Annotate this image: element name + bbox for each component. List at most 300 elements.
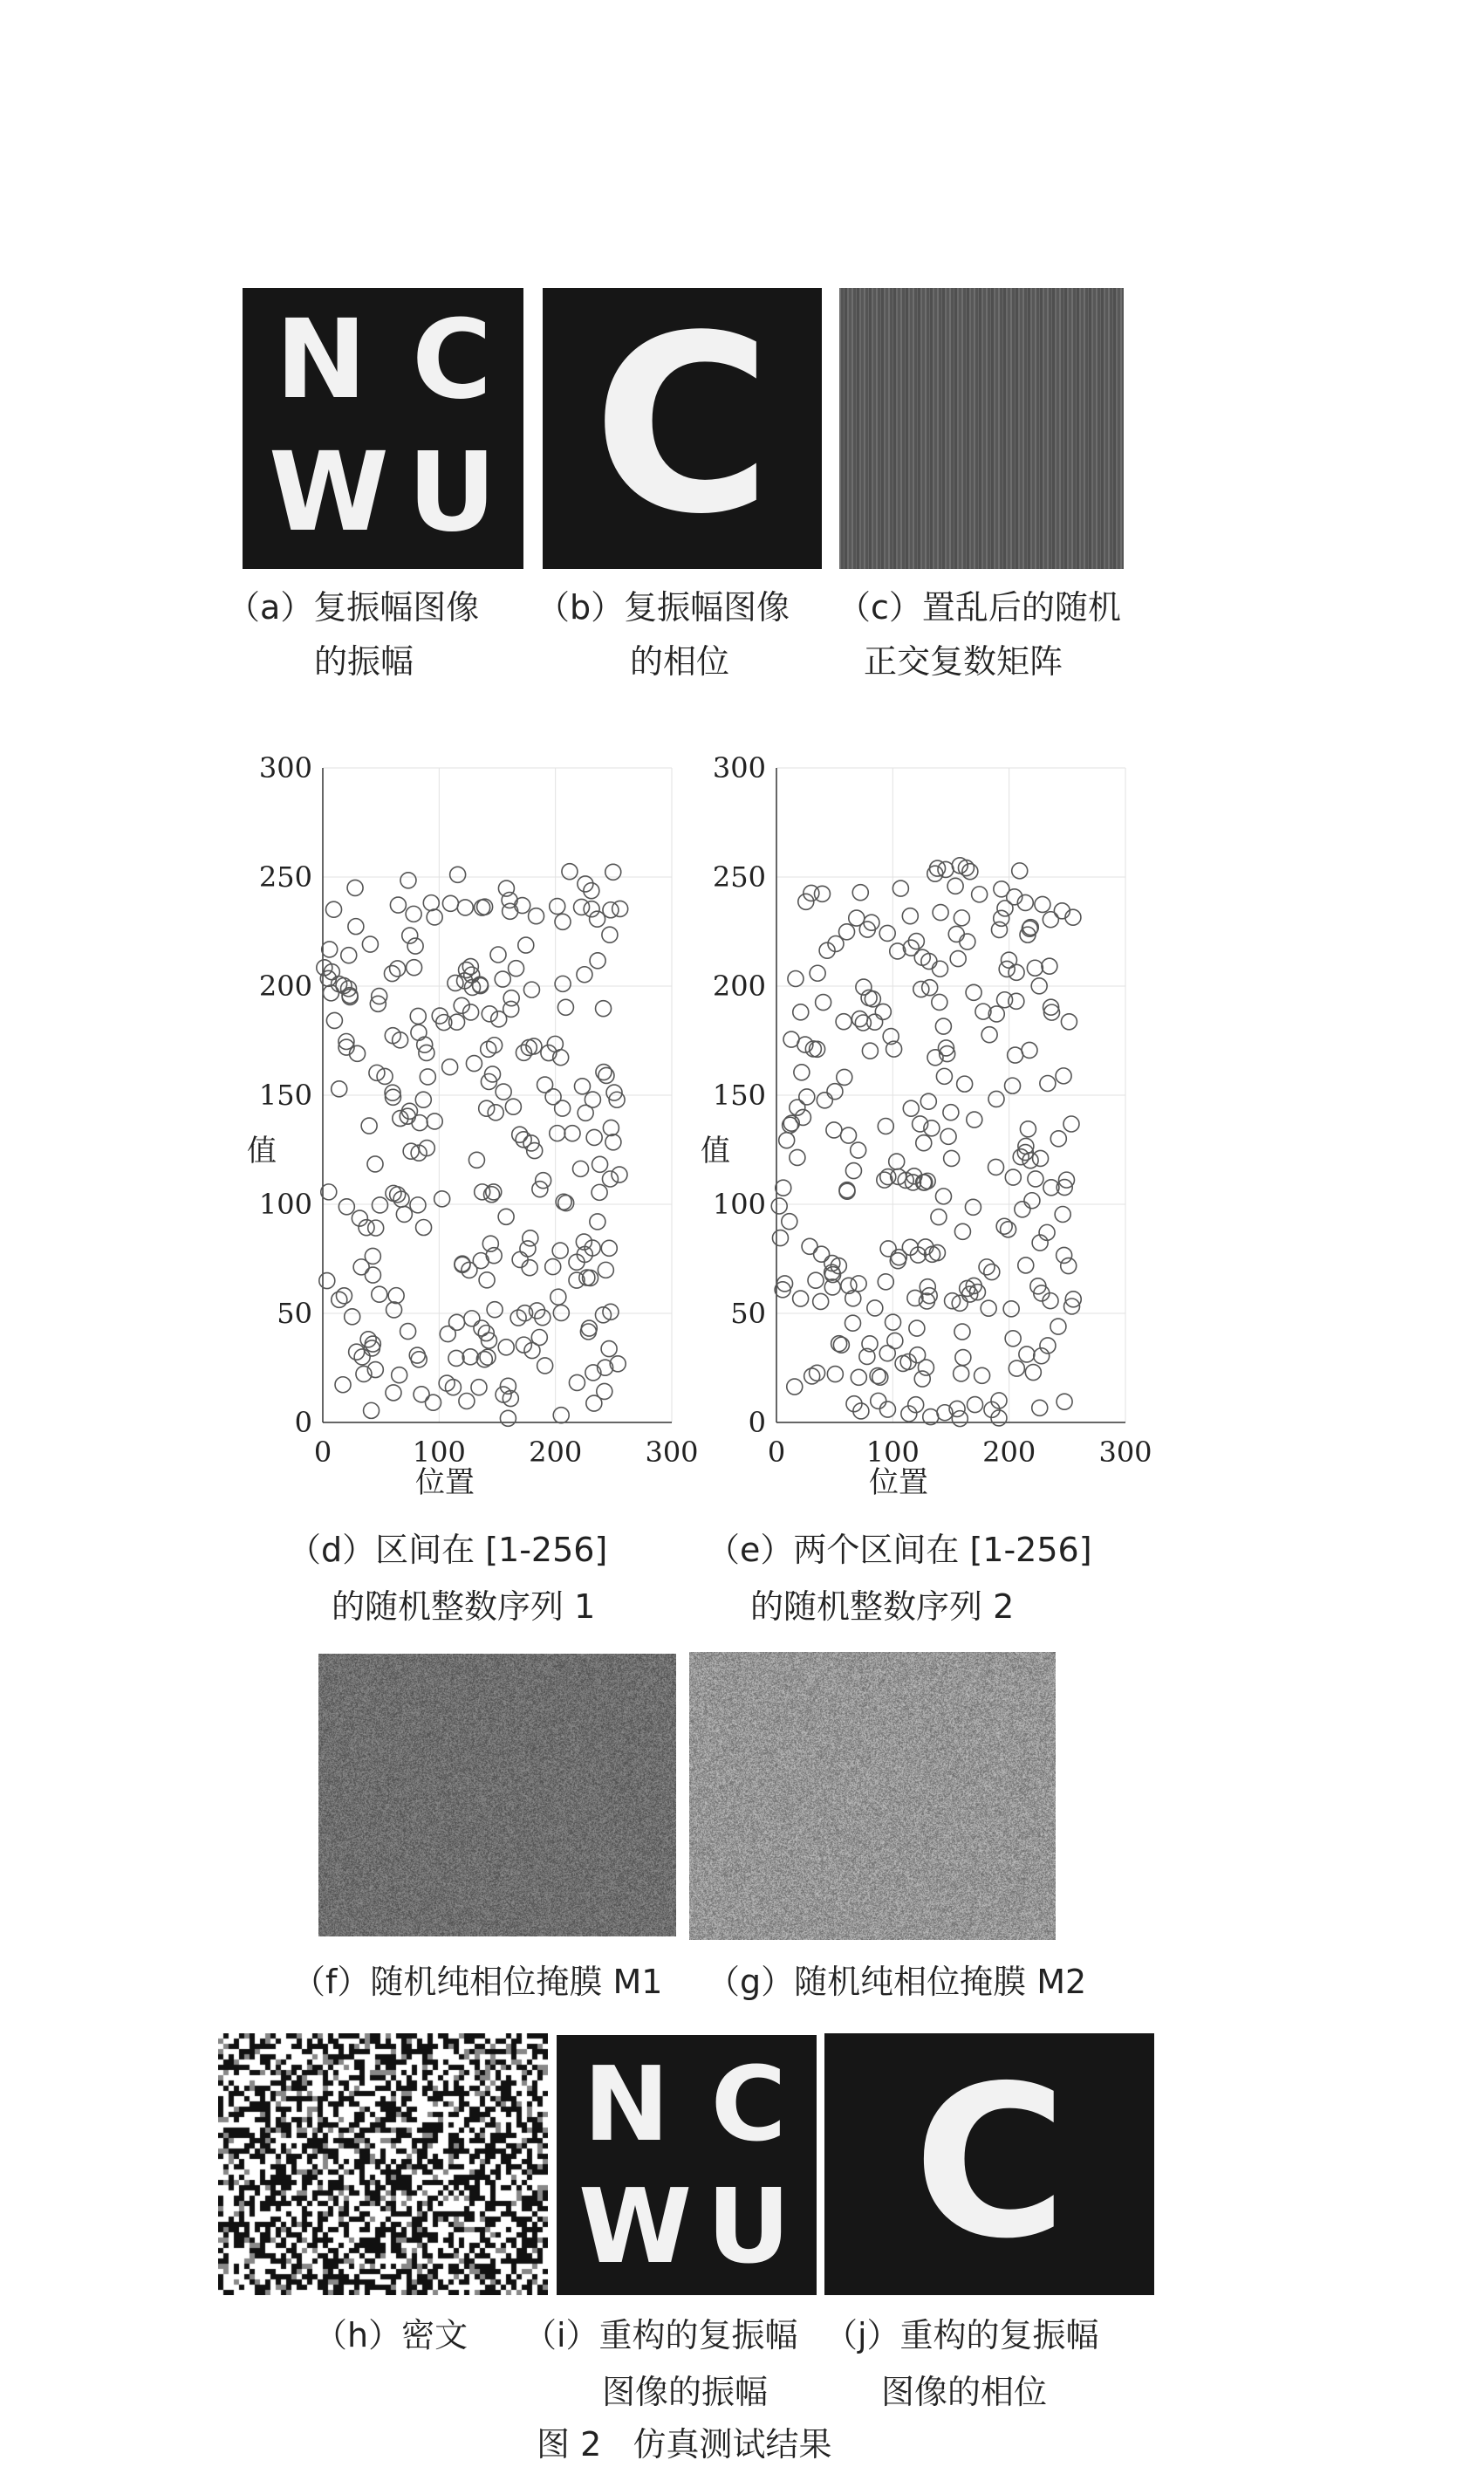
scatter-point (598, 1067, 614, 1083)
letter-u: U (407, 429, 496, 556)
scatter-point (523, 1230, 538, 1246)
scatter-point (810, 965, 825, 981)
scatter-point (412, 1115, 427, 1131)
scatter-point (1018, 1258, 1034, 1273)
scatter-point (892, 881, 908, 896)
scatter-point (372, 1286, 387, 1302)
caption-d-line2: 的随机整数序列 1 (332, 1587, 596, 1626)
letter-c: C (412, 297, 492, 423)
x-tick-label: 300 (645, 1436, 699, 1469)
scatter-point (490, 947, 506, 963)
y-tick-label: 200 (258, 970, 312, 1003)
scatter-point (362, 936, 378, 952)
scatter-point (603, 1120, 619, 1135)
panel-f-phase-mask-m1 (318, 1654, 676, 1936)
scatter-point (473, 1253, 489, 1269)
scatter-point (999, 961, 1015, 977)
scatter-point (839, 1183, 855, 1199)
scatter-point (804, 1368, 820, 1384)
scatter-point (361, 1118, 377, 1134)
scatter-point (503, 990, 519, 1006)
scatter-point (407, 960, 422, 976)
scatter-point (968, 1397, 983, 1413)
scatter-point (954, 1324, 970, 1340)
scatter-point (1008, 1047, 1023, 1063)
scatter-point (479, 1100, 495, 1116)
scatter-point (880, 1241, 896, 1257)
caption-d-line1: （d）区间在 [1-256] (288, 1531, 608, 1569)
scatter-point (790, 1149, 805, 1165)
scatter-point (322, 942, 338, 957)
scatter-point (810, 1365, 825, 1381)
scatter-point (936, 1068, 952, 1084)
scatter-point (996, 1218, 1012, 1234)
scatter-point (1050, 1319, 1066, 1334)
scatter-point (612, 1167, 627, 1182)
letter-n: N (275, 297, 367, 423)
letter-n: N (583, 2044, 670, 2164)
scatter-point (1061, 1258, 1077, 1274)
scatter-point (903, 1100, 919, 1116)
scatter-point (479, 1272, 495, 1288)
scatter-point (1057, 1394, 1072, 1409)
scatter-point (855, 1015, 871, 1031)
caption-j-line1: （j）重构的复振幅 (824, 2316, 1099, 2354)
figure-title: 图 2 仿真测试结果 (537, 2425, 832, 2464)
scatter-point (1001, 1222, 1016, 1237)
panel-j-reconstructed-phase (824, 2033, 1154, 2295)
scatter-point (827, 1084, 843, 1100)
scatter-point (586, 1395, 602, 1411)
scatter-point (831, 1258, 846, 1274)
scatter-point (326, 1012, 342, 1028)
scatter-point (523, 982, 539, 997)
scatter-point (442, 1059, 458, 1075)
caption-c-line1: （c）置乱后的随机 (838, 588, 1121, 627)
scatter-point (474, 1320, 489, 1336)
x-tick-label: 200 (529, 1436, 583, 1469)
scatter-point (400, 1324, 416, 1340)
scatter-point (442, 895, 458, 911)
y-tick-label: 250 (712, 860, 766, 894)
scatter-point (954, 1366, 969, 1381)
scatter-point (1057, 1247, 1072, 1263)
scatter-point (816, 995, 831, 1011)
scatter-point (353, 1259, 369, 1275)
panel-g-phase-mask-m2 (689, 1652, 1056, 1940)
scatter-point (326, 901, 342, 917)
scatter-point (530, 1303, 545, 1319)
scatter-point (776, 1180, 791, 1196)
scatter-point (845, 1163, 861, 1179)
scatter-point (943, 1105, 959, 1120)
scatter-point (914, 1371, 930, 1387)
scatter-point (814, 1246, 830, 1262)
scatter-point (1005, 1169, 1021, 1185)
scatter-point (955, 1350, 971, 1366)
scatter-point (839, 1182, 855, 1198)
scatter-point (555, 1100, 571, 1116)
scatter-point (602, 1171, 618, 1187)
y-tick-label: 0 (748, 1406, 766, 1439)
scatter-point (341, 948, 357, 963)
scatter-point (392, 1367, 407, 1383)
scatter-point (498, 881, 514, 896)
scatter-point (804, 885, 819, 901)
scatter-point (440, 1326, 455, 1342)
y-tick-label: 300 (258, 751, 312, 785)
scatter-point (500, 1410, 516, 1426)
scatter-point (455, 1256, 470, 1271)
scatter-point (564, 1126, 580, 1141)
scatter-point (545, 1089, 561, 1105)
scatter-point (372, 1197, 387, 1213)
scatter-point (537, 1077, 553, 1093)
caption-a-line1: （a）复振幅图像 (227, 588, 480, 627)
scatter-point (878, 1274, 893, 1290)
scatter-point (771, 1198, 787, 1214)
scatter-point (535, 1310, 551, 1326)
scatter-point (787, 1379, 803, 1395)
scatter-point (569, 1374, 585, 1390)
scatter-point (960, 934, 975, 949)
scatter-point (336, 1288, 352, 1304)
scatter-point (364, 1402, 380, 1418)
scatter-point (845, 1315, 861, 1331)
scatter-point (574, 1079, 590, 1094)
scatter-point (487, 1302, 503, 1318)
y-tick-label: 200 (712, 970, 766, 1003)
scatter-point (406, 906, 421, 922)
scatter-point (545, 1259, 561, 1275)
chart-d (218, 750, 707, 1501)
scatter-point (498, 1340, 514, 1355)
scatter-point (345, 1309, 360, 1325)
scatter-point (550, 899, 565, 915)
scatter-point (347, 880, 363, 895)
scatter-point (1025, 1365, 1041, 1381)
scatter-point (779, 1133, 795, 1148)
scatter-point (890, 943, 906, 959)
y-tick-label: 100 (712, 1188, 766, 1221)
scatter-point (1022, 1042, 1037, 1058)
scatter-point (1043, 912, 1058, 928)
scatter-point (940, 1128, 956, 1144)
scatter-point (482, 1006, 497, 1022)
letter-c: C (913, 2040, 1068, 2285)
scatter-point (782, 1214, 797, 1230)
scatter-point (1019, 1347, 1035, 1362)
scatter-point (902, 908, 918, 924)
scatter-point (1009, 1360, 1024, 1376)
scatter-point (966, 984, 981, 1000)
caption-h: （h）密文 (314, 2316, 468, 2354)
scatter-point (994, 910, 1009, 926)
scatter-point (991, 922, 1007, 937)
scatter-point (427, 909, 442, 925)
scatter-point (1042, 958, 1057, 974)
scatter-point (388, 1288, 404, 1304)
scatter-point (578, 876, 593, 892)
x-tick-label: 100 (865, 1436, 920, 1469)
scatter-point (1020, 1121, 1036, 1137)
scatter-point (851, 1369, 866, 1385)
scatter-point (457, 900, 473, 915)
scatter-point (410, 1008, 426, 1024)
scatter-point (555, 914, 571, 929)
scatter-point (420, 1069, 435, 1085)
scatter-point (573, 1161, 589, 1176)
scatter-point (574, 899, 590, 915)
scatter-point (851, 1142, 866, 1158)
scatter-point (360, 1332, 376, 1347)
scatter-point (965, 1199, 981, 1215)
scatter-point (505, 1099, 521, 1114)
scatter-point (935, 1018, 951, 1034)
scatter-point (555, 976, 571, 991)
scatter-point (907, 1290, 923, 1306)
scatter-point (448, 1350, 464, 1366)
scatter-point (590, 953, 605, 969)
y-tick-label: 150 (712, 1079, 766, 1112)
scatter-point (449, 1314, 465, 1330)
scatter-point (411, 1025, 427, 1040)
caption-e-line1: （e）两个区间在 [1-256] (707, 1531, 1092, 1569)
scatter-point (1032, 1400, 1048, 1415)
scatter-point (862, 1043, 878, 1059)
scatter-point (520, 1241, 536, 1257)
scatter-point (772, 1230, 788, 1246)
chart-e (672, 750, 1160, 1501)
scatter-point (367, 1156, 383, 1172)
scatter-point (390, 897, 406, 913)
scatter-point (339, 1199, 354, 1215)
scatter-point (799, 1089, 815, 1105)
scatter-point (348, 919, 364, 935)
scatter-point (817, 1093, 832, 1108)
scatter-point (880, 1169, 896, 1185)
panel-h-ciphertext (218, 2033, 548, 2295)
scatter-point (522, 1260, 537, 1276)
scatter-point (826, 1122, 842, 1138)
scatter-point (518, 937, 534, 953)
scatter-plot-d (218, 750, 707, 1501)
scatter-point (503, 903, 518, 919)
scatter-point (952, 1411, 968, 1427)
scatter-point (332, 1081, 347, 1097)
caption-b-line2: 的相位 (630, 642, 730, 681)
x-tick-label: 300 (1098, 1436, 1152, 1469)
panel-i-reconstructed-amplitude (557, 2035, 817, 2295)
scatter-point (1003, 1301, 1019, 1317)
scatter-point (592, 1184, 607, 1200)
scatter-point (935, 1189, 951, 1204)
caption-g: （g）随机纯相位掩膜 M2 (707, 1963, 1087, 2001)
scatter-point (415, 1092, 431, 1107)
scatter-point (788, 970, 804, 986)
scatter-point (1005, 1078, 1021, 1093)
y-tick-label: 50 (730, 1297, 766, 1330)
scatter-point (988, 1091, 1004, 1107)
scatter-point (931, 1210, 947, 1225)
y-axis-label: 值 (701, 1134, 730, 1168)
scatter-point (877, 1172, 892, 1188)
x-tick-label: 0 (767, 1436, 786, 1469)
scatter-point (1005, 1331, 1021, 1347)
scatter-point (944, 1150, 960, 1166)
scatter-point (994, 881, 1009, 897)
letter-c: C (592, 288, 772, 568)
scatter-point (459, 1393, 475, 1408)
scatter-point (875, 1004, 891, 1019)
scatter-point (1033, 1150, 1049, 1166)
scatter-point (495, 971, 510, 987)
scatter-point (550, 1126, 565, 1141)
scatter-point (950, 951, 966, 967)
scatter-point (1009, 964, 1024, 980)
scatter-point (794, 1065, 810, 1080)
scatter-point (839, 924, 855, 940)
scatter-point (536, 1173, 551, 1189)
caption-c-line2: 正交复数矩阵 (864, 642, 1063, 681)
scatter-point (802, 1238, 817, 1254)
scatter-point (427, 1114, 442, 1129)
scatter-point (947, 878, 963, 894)
scatter-point (557, 999, 573, 1015)
panel-b-phase-image (543, 288, 822, 569)
scatter-point (984, 1264, 1000, 1280)
scatter-point (793, 1291, 809, 1306)
scatter-point (851, 1276, 866, 1292)
scatter-plot-e (672, 750, 1160, 1501)
scatter-point (585, 1092, 600, 1107)
scatter-point (586, 1129, 602, 1145)
scatter-point (531, 1330, 547, 1346)
caption-f: （f）随机纯相位掩膜 M1 (292, 1963, 663, 2001)
scatter-point (488, 1105, 503, 1120)
scatter-point (584, 883, 599, 899)
caption-b-line1: （b）复振幅图像 (537, 588, 790, 627)
y-axis-label: 值 (247, 1134, 277, 1168)
scatter-point (551, 1289, 566, 1305)
scatter-point (537, 1358, 553, 1374)
scatter-point (335, 1377, 351, 1393)
y-tick-label: 50 (277, 1297, 312, 1330)
scatter-point (967, 1112, 982, 1127)
scatter-point (462, 1349, 478, 1365)
scatter-point (878, 1118, 893, 1134)
scatter-point (808, 1272, 824, 1288)
scatter-point (836, 1014, 851, 1030)
scatter-point (1063, 1116, 1079, 1132)
scatter-point (319, 1273, 335, 1289)
caption-a-line2: 的振幅 (314, 642, 414, 681)
scatter-point (605, 1134, 621, 1150)
scatter-point (916, 1135, 932, 1151)
scatter-point (933, 905, 948, 921)
scatter-point (932, 994, 947, 1010)
scatter-point (414, 1387, 429, 1402)
scatter-point (498, 1209, 514, 1224)
scatter-point (468, 1152, 484, 1168)
letter-w: W (269, 429, 389, 556)
panel-a-amplitude-image (243, 288, 523, 569)
scatter-point (929, 1245, 945, 1261)
scatter-point (482, 1236, 498, 1251)
letter-c: C (710, 2044, 787, 2164)
scatter-point (1028, 1171, 1043, 1187)
scatter-point (954, 910, 969, 926)
scatter-point (365, 1267, 380, 1283)
caption-j-line2: 图像的相位 (881, 2373, 1048, 2411)
scatter-point (948, 926, 964, 942)
scatter-point (793, 1004, 809, 1020)
scatter-point (532, 1182, 548, 1197)
scatter-point (1012, 863, 1028, 879)
scatter-point (386, 1302, 402, 1318)
scatter-point (1009, 993, 1024, 1009)
scatter-point (954, 1223, 970, 1239)
scatter-point (426, 1395, 441, 1410)
x-tick-label: 100 (412, 1436, 466, 1469)
caption-i-line1: （i）重构的复振幅 (523, 2316, 798, 2354)
scatter-point (601, 1341, 617, 1357)
scatter-point (851, 1011, 867, 1027)
scatter-point (1024, 1193, 1040, 1209)
scatter-point (777, 1276, 793, 1292)
scatter-point (997, 901, 1013, 916)
scatter-point (1015, 1202, 1030, 1217)
scatter-point (1061, 1014, 1077, 1030)
scatter-point (590, 1214, 605, 1230)
scatter-point (827, 1367, 843, 1382)
scatter-point (448, 975, 463, 990)
scatter-point (852, 885, 868, 901)
scatter-point (466, 1056, 482, 1072)
letter-u: U (707, 2166, 790, 2286)
y-tick-label: 0 (294, 1406, 312, 1439)
scatter-point (491, 1011, 507, 1027)
scatter-point (475, 1184, 490, 1200)
scatter-point (783, 1031, 799, 1047)
y-tick-label: 150 (258, 1079, 312, 1112)
scatter-point (922, 980, 938, 996)
y-tick-label: 250 (258, 860, 312, 894)
scatter-point (605, 864, 621, 880)
scatter-point (396, 1206, 412, 1222)
scatter-point (1027, 960, 1043, 976)
scatter-point (824, 1279, 840, 1295)
scatter-point (871, 1393, 886, 1408)
scatter-point (332, 1292, 347, 1307)
scatter-point (798, 894, 814, 909)
x-tick-label: 200 (982, 1436, 1036, 1469)
scatter-point (957, 1076, 973, 1092)
scatter-point (920, 1279, 935, 1295)
y-tick-label: 300 (712, 751, 766, 785)
scatter-point (841, 1127, 857, 1143)
x-tick-label: 0 (313, 1436, 332, 1469)
scatter-point (932, 961, 947, 977)
y-tick-label: 100 (258, 1188, 312, 1221)
scatter-point (512, 1127, 528, 1142)
scatter-point (579, 1270, 595, 1285)
scatter-point (1055, 1206, 1070, 1222)
scatter-point (972, 887, 988, 902)
scatter-point (909, 1320, 925, 1336)
scatter-point (920, 1093, 936, 1109)
scatter-point (975, 1367, 990, 1383)
